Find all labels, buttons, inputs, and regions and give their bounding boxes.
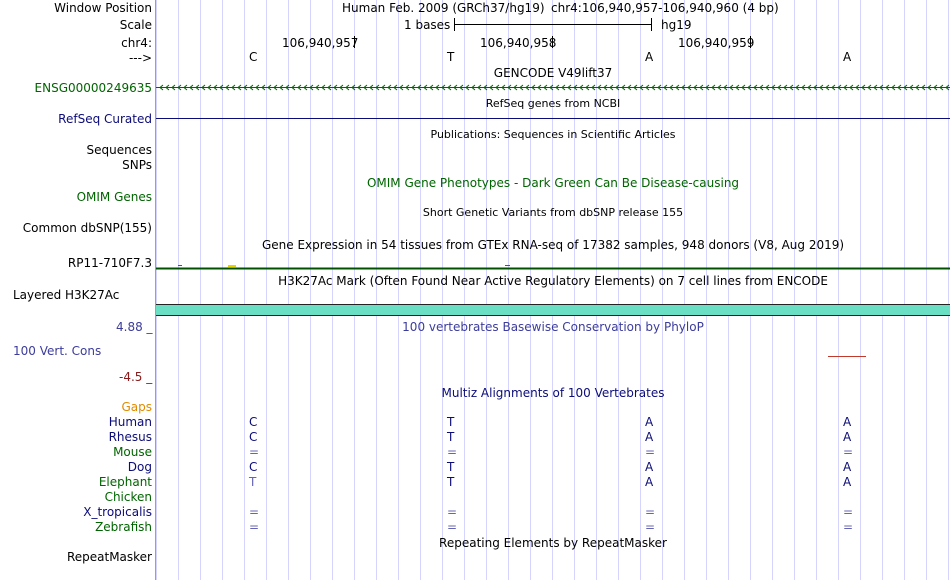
scale-db: hg19 [661,18,692,32]
species-label[interactable]: Dog [127,460,152,474]
alignment-base: = [249,520,260,534]
base-letter: T [447,50,455,64]
strand-label: ---> [128,51,152,65]
alignment-base: = [249,445,260,459]
alignment-base: = [447,520,458,534]
alignment-base: T [447,460,455,474]
species-label[interactable]: Mouse [113,445,152,459]
alignment-base: A [843,430,852,444]
species-label[interactable]: Rhesus [108,430,152,444]
gencode-gene-label[interactable]: ENSG00000249635 [34,81,152,95]
coord-tick-label: 106,940,958 [480,36,557,50]
gtex-bar [178,265,182,266]
gtex-bar [505,265,510,266]
alignment-base: A [843,415,852,429]
alignment-base: T [249,475,257,489]
scale-label: Scale [119,18,152,32]
gencode-track-title[interactable]: GENCODE V49lift37 [493,66,613,80]
publications-track-title[interactable]: Publications: Sequences in Scientific Articles [430,128,676,141]
h3k27ac-track-label[interactable]: Layered H3K27Ac [13,288,120,302]
h3k27ac-signal [156,305,950,315]
alignment-base: = [249,505,260,519]
alignment-base: C [249,460,258,474]
gtex-track-title[interactable]: Gene Expression in 54 tissues from GTEx RNA-seq of 17382 samples, 948 donors (V8, Aug 2019) [261,238,845,252]
dbsnp-track-title[interactable]: Short Genetic Variants from dbSNP release 155 [422,206,684,219]
alignment-base: = [843,520,854,534]
scale-text: 1 bases [404,18,451,32]
phylop-track-label[interactable]: 100 Vert. Cons [13,344,102,358]
phylop-track-title[interactable]: 100 vertebrates Basewise Conservation by PhyloP [402,320,704,334]
alignment-base: A [645,430,654,444]
repeatmasker-track-label[interactable]: RepeatMasker [66,550,152,564]
base-letter: A [843,50,852,64]
species-label[interactable]: Zebrafish [95,520,152,534]
alignment-base: = [645,445,656,459]
species-label[interactable]: Human [108,415,152,429]
omim-track-title[interactable]: OMIM Gene Phenotypes - Dark Green Can Be Disease-causing [366,176,740,190]
alignment-base: T [447,430,455,444]
assembly-text: Human Feb. 2009 (GRCh37/hg19) [342,1,545,15]
alignment-base: A [843,475,852,489]
publications-track-label[interactable]: Sequences [86,143,152,157]
species-label[interactable]: X_tropicalis [83,505,152,519]
omim-track-label[interactable]: OMIM Genes [76,190,152,204]
refseq-track-title[interactable]: RefSeq genes from NCBI [485,97,621,110]
alignment-base: A [645,460,654,474]
gtex-gene-label[interactable]: RP11-710F7.3 [67,256,152,270]
base-letter: C [249,50,258,64]
snps-track-label[interactable]: SNPs [122,158,152,172]
species-label[interactable]: Chicken [104,490,152,504]
alignment-base: = [843,445,854,459]
alignment-base: = [447,445,458,459]
alignment-base: A [645,475,654,489]
base-letter: A [645,50,654,64]
alignment-base: = [645,520,656,534]
chrom-label: chr4: [121,36,152,50]
position-text: chr4:106,940,957-106,940,960 (4 bp) [551,1,779,15]
coord-tick-label: 106,940,959 [678,36,755,50]
alignment-base: = [843,505,854,519]
alignment-base: A [843,460,852,474]
refseq-track-label[interactable]: RefSeq Curated [58,112,152,126]
h3k27ac-track-title[interactable]: H3K27Ac Mark (Often Found Near Active Regulatory Elements) on 7 cell lines from ENCODE [278,274,828,288]
gaps-label[interactable]: Gaps [121,400,152,414]
alignment-base: = [645,505,656,519]
species-label[interactable]: Elephant [98,475,152,489]
alignment-base: C [249,430,258,444]
repeatmasker-track-title[interactable]: Repeating Elements by RepeatMasker [439,536,667,550]
phylop-min-label: -4.5 _ [119,370,153,384]
dbsnp-track-label[interactable]: Common dbSNP(155) [22,221,152,235]
alignment-base: C [249,415,258,429]
alignment-base: A [645,415,654,429]
phylop-max-label: 4.88 _ [116,320,153,334]
coord-tick-label: 106,940,957 [282,36,359,50]
alignment-base: T [447,415,455,429]
alignment-base: T [447,475,455,489]
window-position-label: Window Position [54,1,152,15]
multiz-track-title[interactable]: Multiz Alignments of 100 Vertebrates [441,386,665,400]
alignment-base: = [447,505,458,519]
gtex-bar [228,265,236,267]
